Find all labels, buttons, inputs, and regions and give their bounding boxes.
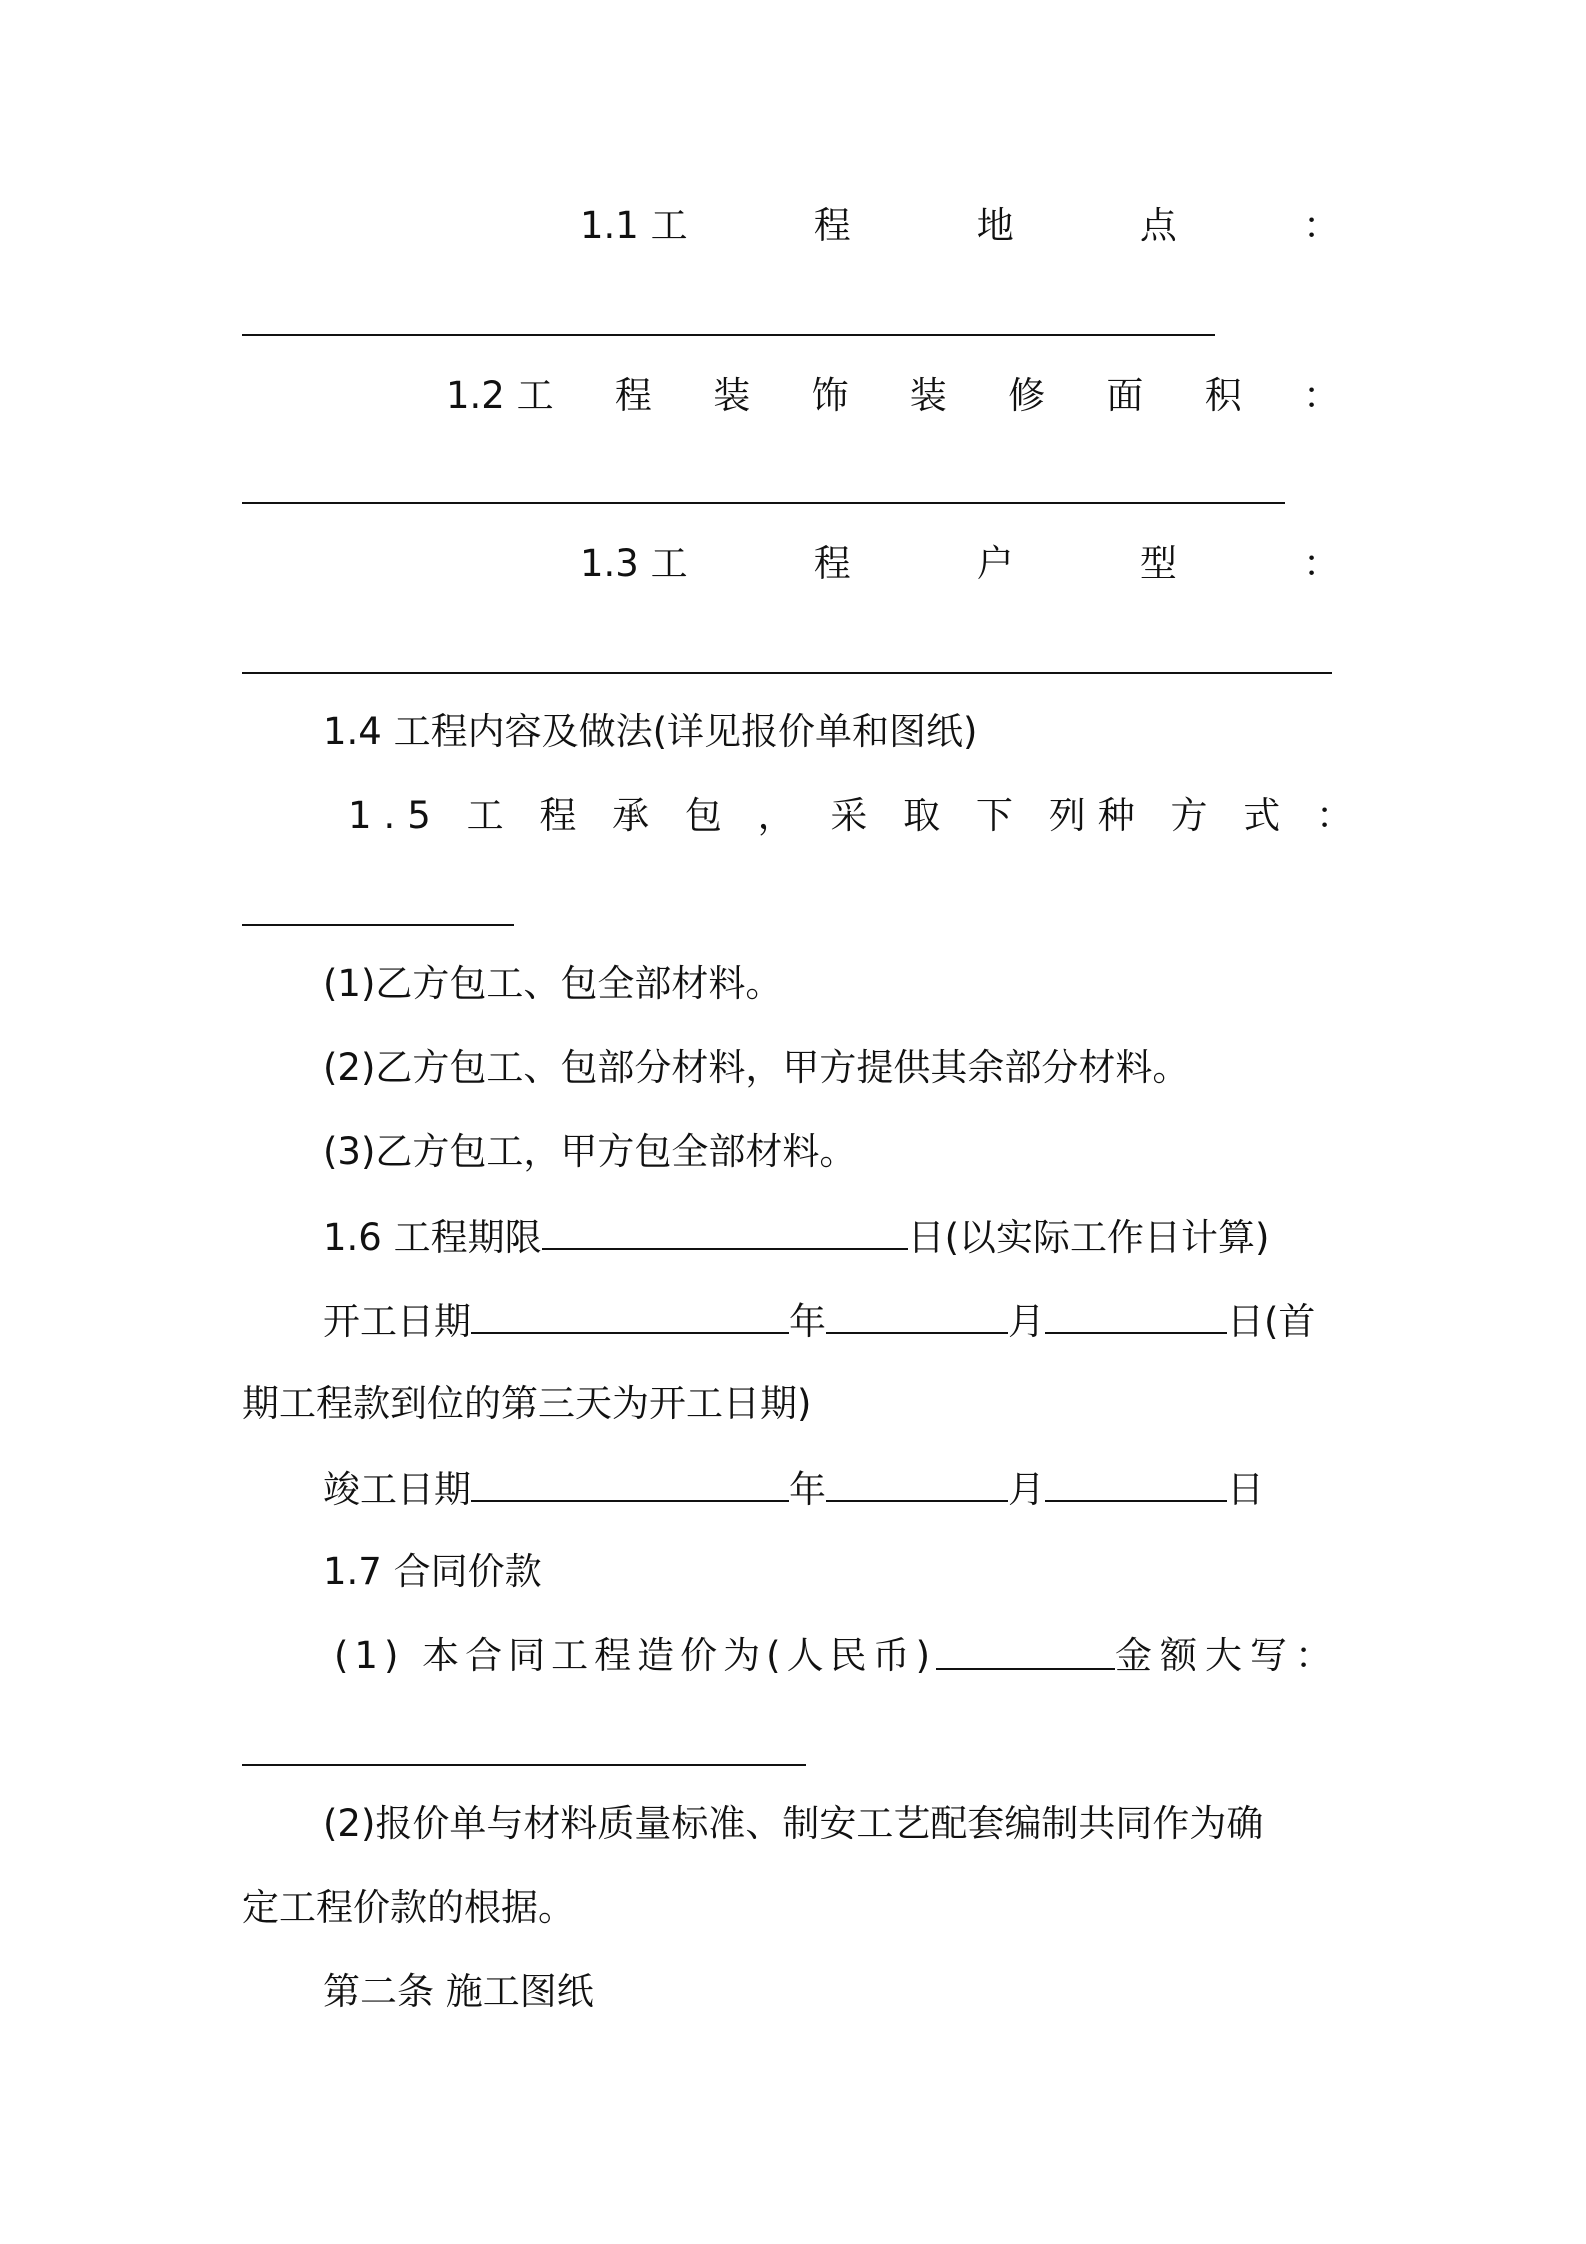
end-date-month: 月 bbox=[1008, 1468, 1045, 1511]
item-1-3-blank bbox=[242, 672, 1332, 674]
price-line bbox=[334, 1630, 1340, 1682]
basis-line-1: (2)报价单与材料质量标准、制安工艺配套编制共同作为确 bbox=[323, 1802, 1264, 1845]
item-1-7: 1.7 合同价款 bbox=[323, 1550, 542, 1593]
item-1-1-part: 程 bbox=[813, 204, 851, 247]
end-date-day: 日 bbox=[1227, 1468, 1264, 1511]
item-1-2-part: 1.2 工 bbox=[446, 374, 554, 417]
end-date-year-blank bbox=[471, 1462, 789, 1502]
item-1-6-lead: 1.6 工程期限 bbox=[323, 1216, 542, 1259]
item-1-1-part: 1.1 工 bbox=[580, 204, 688, 247]
item-1-2-blank bbox=[242, 502, 1285, 504]
price-amount-blank bbox=[242, 1764, 806, 1766]
item-1-6 bbox=[323, 1210, 1269, 1264]
option-3: (3)乙方包工，甲方包全部材料。 bbox=[323, 1130, 857, 1173]
start-date-year: 年 bbox=[789, 1300, 826, 1343]
start-date-line bbox=[323, 1294, 1315, 1348]
item-1-2-part: 面 bbox=[1106, 374, 1144, 417]
item-1-3-label bbox=[580, 538, 1340, 590]
item-1-1-part: 点 bbox=[1139, 204, 1177, 247]
start-date-note: 期工程款到位的第三天为开工日期) bbox=[242, 1382, 812, 1425]
end-date-year: 年 bbox=[789, 1468, 826, 1511]
basis-line-2: 定工程价款的根据。 bbox=[242, 1886, 575, 1929]
item-1-2-part: 装 bbox=[909, 374, 947, 417]
item-1-1-part: ： bbox=[1302, 204, 1340, 247]
item-1-5-lead: 1.5 工 程 承 包 ， 采 取 下 列 bbox=[348, 794, 1098, 837]
item-1-2-part: 饰 bbox=[811, 374, 849, 417]
item-1-2-part: ： bbox=[1302, 374, 1340, 417]
option-2: (2)乙方包工、包部分材料，甲方提供其余部分材料。 bbox=[323, 1046, 1190, 1089]
end-date-line bbox=[323, 1462, 1264, 1516]
item-1-3-part: 程 bbox=[813, 542, 851, 585]
item-1-4: 1.4 工程内容及做法(详见报价单和图纸) bbox=[323, 710, 978, 753]
item-1-3-part: 户 bbox=[976, 542, 1014, 585]
item-1-6-tail: 日(以实际工作日计算) bbox=[907, 1216, 1270, 1259]
start-date-day-blank bbox=[1045, 1294, 1227, 1334]
item-1-1-blank bbox=[242, 334, 1215, 336]
start-date-label: 开工日期 bbox=[323, 1300, 471, 1343]
item-1-3-part: ： bbox=[1302, 542, 1340, 585]
end-date-day-blank bbox=[1045, 1462, 1227, 1502]
start-date-year-blank bbox=[471, 1294, 789, 1334]
item-1-2-part: 修 bbox=[1008, 374, 1046, 417]
item-1-5-line bbox=[348, 790, 1365, 842]
start-date-month: 月 bbox=[1008, 1300, 1045, 1343]
start-date-month-blank bbox=[826, 1294, 1008, 1334]
price-tail: 金额大写： bbox=[1115, 1634, 1340, 1677]
article-2-heading: 第二条 施工图纸 bbox=[323, 1970, 594, 2013]
item-1-1-label bbox=[580, 200, 1340, 252]
price-lead: (1) 本合同工程造价为(人民币) bbox=[334, 1634, 937, 1677]
end-date-label: 竣工日期 bbox=[323, 1468, 471, 1511]
start-date-day: 日(首 bbox=[1227, 1300, 1316, 1343]
item-1-1-part: 地 bbox=[976, 204, 1014, 247]
item-1-2-part: 积 bbox=[1204, 374, 1242, 417]
price-blank bbox=[936, 1630, 1115, 1670]
end-date-month-blank bbox=[826, 1462, 1008, 1502]
item-1-6-blank bbox=[542, 1210, 908, 1250]
option-1: (1)乙方包工、包全部材料。 bbox=[323, 962, 783, 1005]
item-1-3-part: 型 bbox=[1139, 542, 1177, 585]
item-1-5-tail: 种 方 式 ： bbox=[1097, 794, 1365, 837]
item-1-2-label bbox=[446, 370, 1340, 422]
item-1-3-part: 1.3 工 bbox=[580, 542, 688, 585]
item-1-2-part: 程 bbox=[614, 374, 652, 417]
item-1-5-blank-method bbox=[242, 924, 514, 926]
item-1-2-part: 装 bbox=[713, 374, 751, 417]
